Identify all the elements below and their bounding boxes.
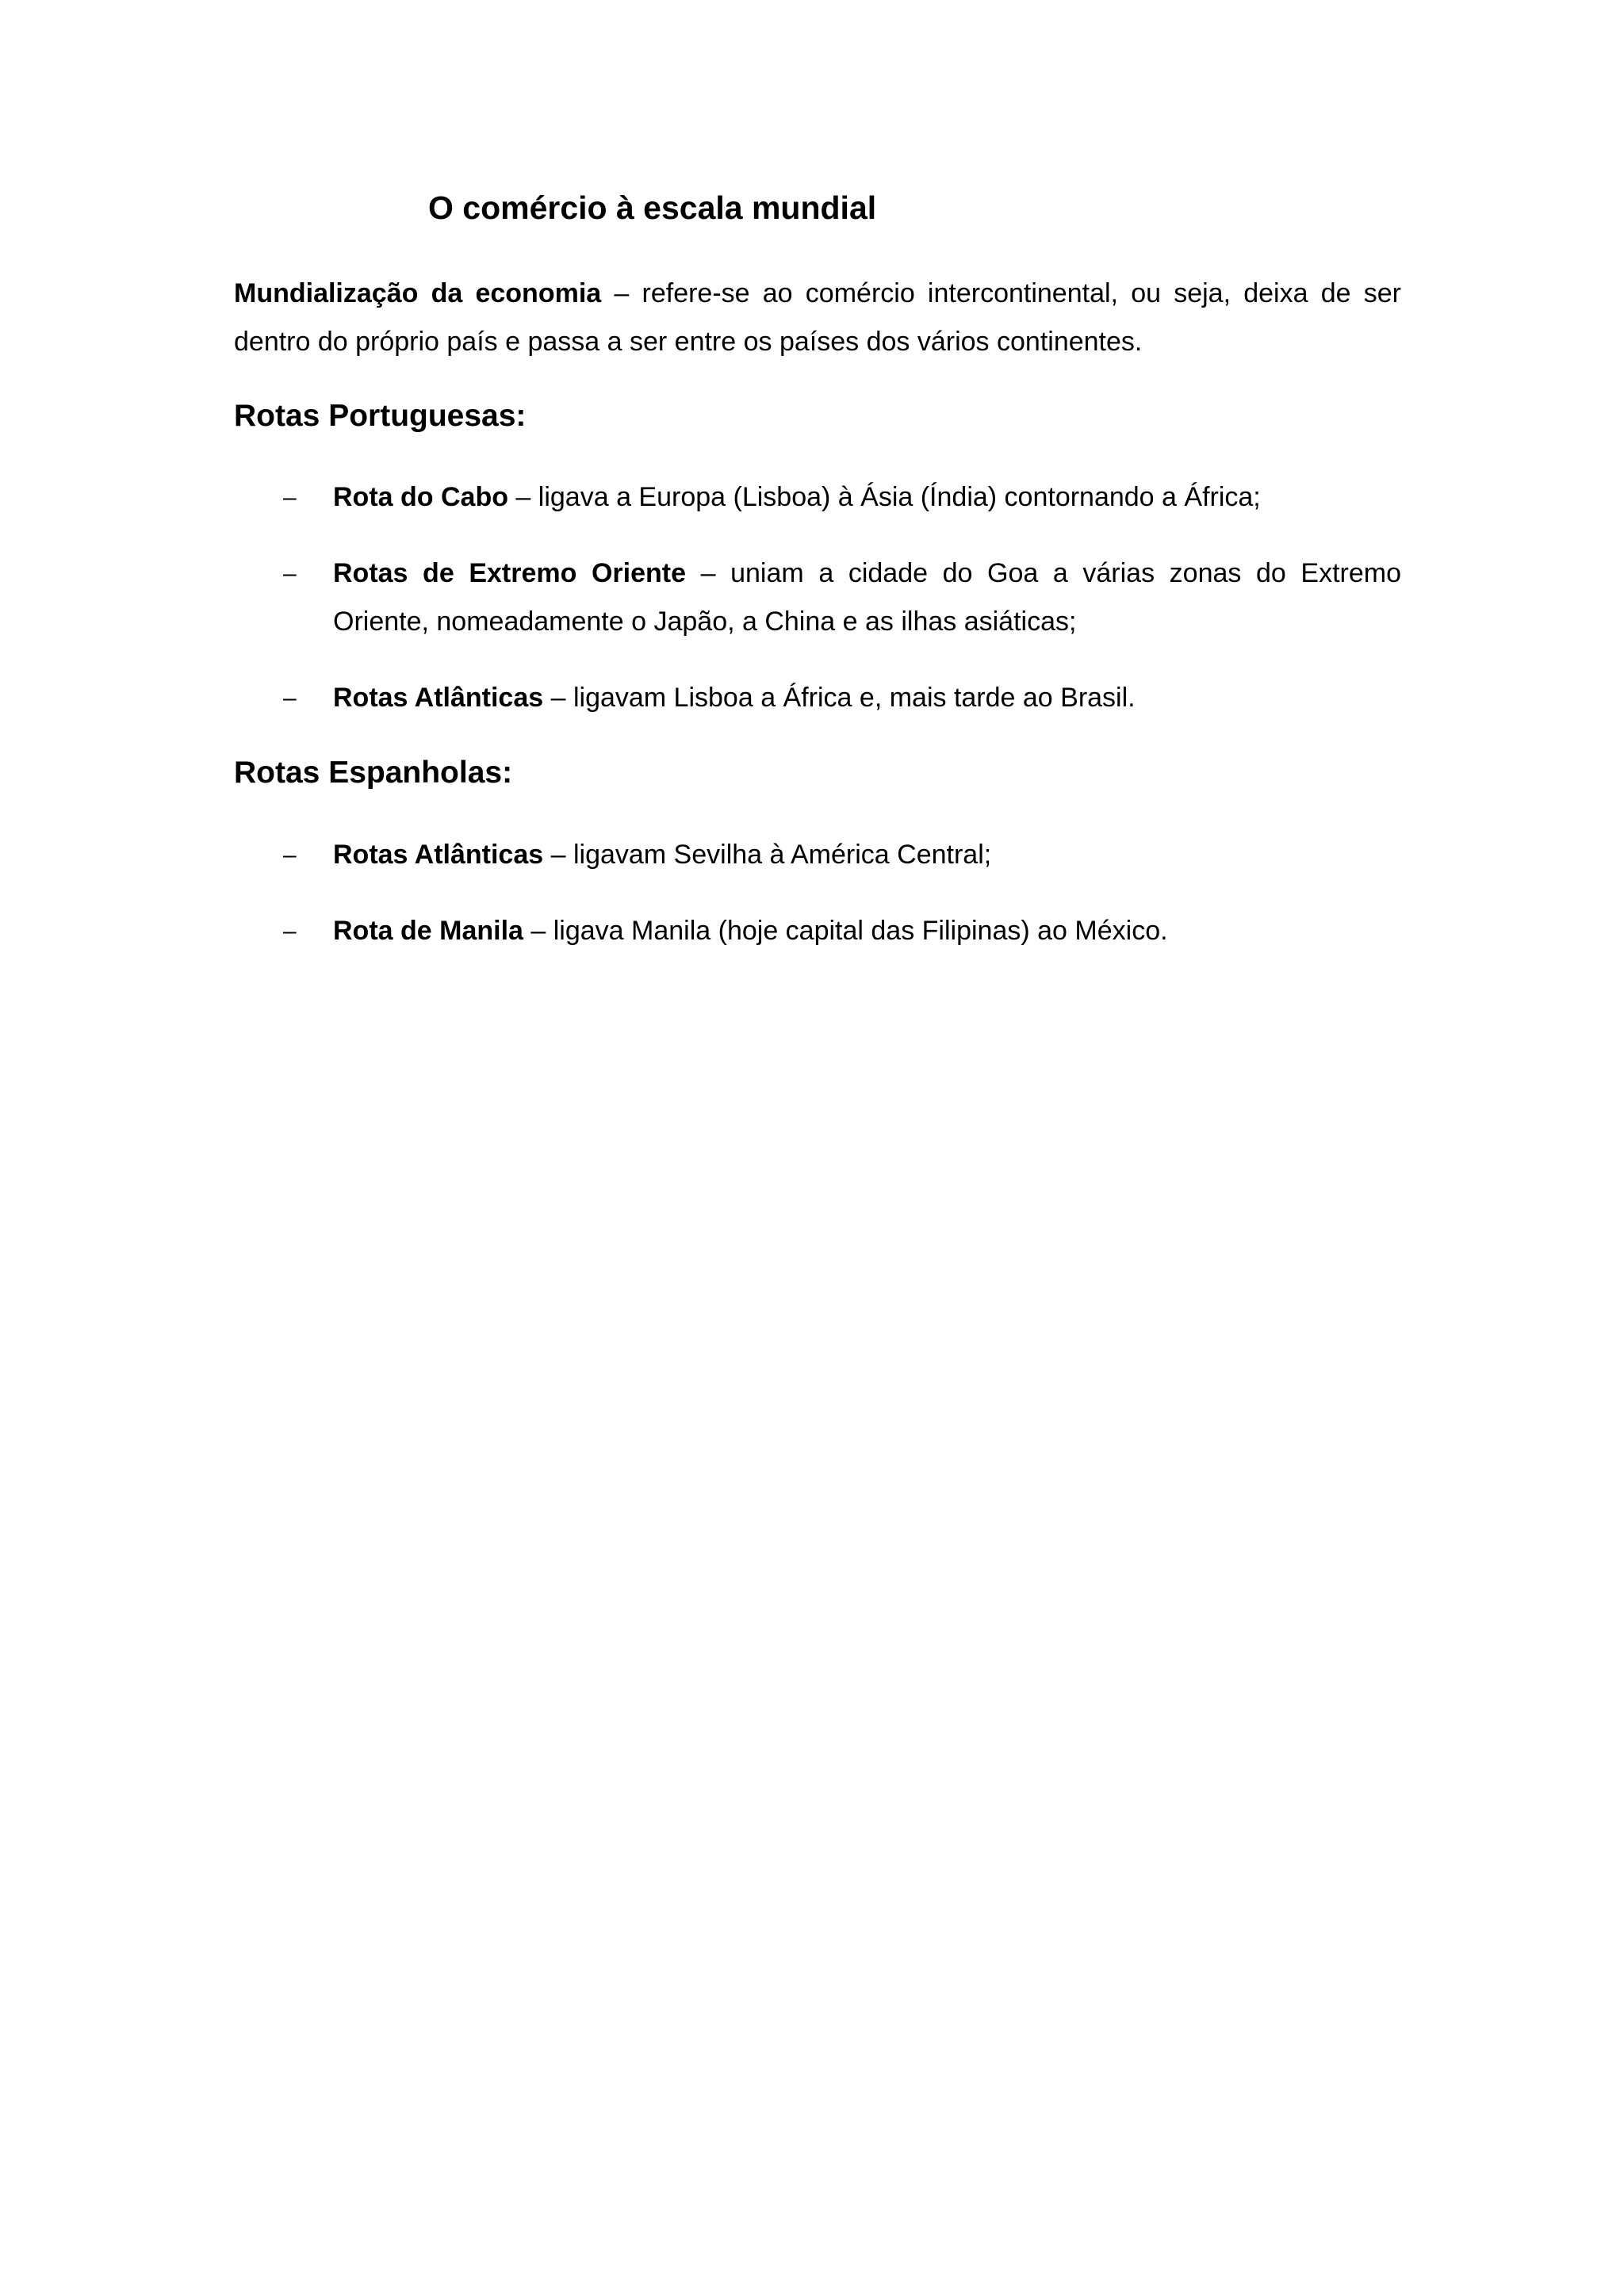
route-description: – ligava a Europa (Lisboa) à Ásia (Índia) contornando a África; [508,482,1261,512]
page-title: O comércio à escala mundial [428,189,877,226]
route-description: – ligava Manila (hoje capital das Filipinas) ao México. [523,916,1168,946]
section-heading-portuguese-routes: Rotas Portuguesas: [234,399,527,433]
intro-text: – refere-se ao comércio intercontinental, ou seja, deixa de ser dentro do próprio país e passa a ser entre os países dos vários continentes. [234,278,1401,357]
dash-bullet: – [283,842,297,868]
route-description: – ligavam Sevilha à América Central; [543,840,992,870]
dash-bullet: – [283,484,297,511]
list-item-rota-do-cabo [234,473,1401,522]
portuguese-routes-list [234,473,1401,722]
dash-bullet: – [283,918,297,944]
route-name: Rota de Manila [333,916,523,946]
route-description: – ligavam Lisboa a África e, mais tarde ao Brasil. [543,683,1136,713]
list-item-rotas-atlanticas-pt [234,674,1401,722]
list-item-rota-de-manila [234,907,1401,955]
route-name: Rota do Cabo [333,482,508,512]
route-description: – uniam a cidade do Goa a várias zonas do Extremo Oriente, nomeadamente o Japão, a China e as ilhas asiáticas; [333,558,1402,637]
route-name: Rotas Atlânticas [333,683,544,713]
list-item-rotas-extremo-oriente [234,549,1401,646]
spanish-routes-list [234,831,1401,955]
section-heading-spanish-routes: Rotas Espanholas: [234,756,513,790]
list-item-rotas-atlanticas-es [234,831,1401,879]
route-name: Rotas de Extremo Oriente [333,558,687,588]
intro-term: Mundialização da economia [234,278,602,308]
intro-paragraph [234,270,1401,366]
dash-bullet: – [283,561,297,587]
dash-bullet: – [283,685,297,711]
route-name: Rotas Atlânticas [333,840,544,870]
